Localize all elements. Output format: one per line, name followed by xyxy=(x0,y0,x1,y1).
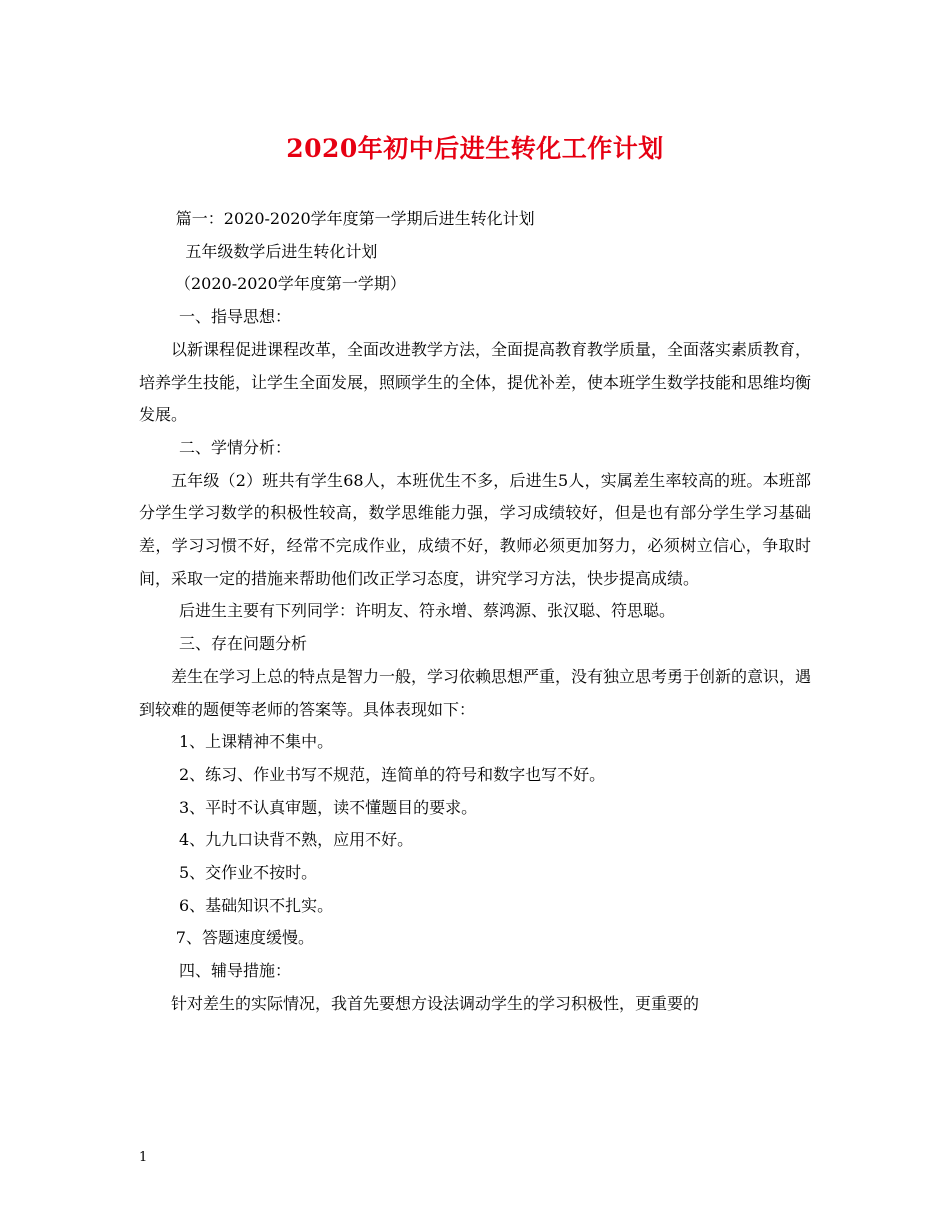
list-item: 3、平时不认真审题，读不懂题目的要求。 xyxy=(179,797,478,817)
subtitle-term: （2020-2020学年度第一学期） xyxy=(175,274,406,294)
paragraph-analysis: 五年级（2）班共有学生68人，本班优生不多，后进生5人，实属差生率较高的班。本班部分学生学习数学的积极性较高，数学思维能力强，学习成绩较好，但是也有部分学生学习基础差，学习习惯不好，经常不完成作业，成绩不好，教师必须更加努力，必须树立信心，争取时间，采取一定的措施来帮助他们改正学习态度，讲究学习方法，快步提高成绩。 xyxy=(139,470,811,588)
document-title: 2020年初中后进生转化工作计划 xyxy=(286,134,664,163)
list-item: 7、答题速度缓慢。 xyxy=(175,928,314,948)
list-item: 6、基础知识不扎实。 xyxy=(179,895,334,915)
page-number: 1 xyxy=(139,1150,148,1165)
list-item: 4、九九口诀背不熟，应用不好。 xyxy=(179,830,414,850)
student-list: 后进生主要有下列同学：许明友、符永增、蔡鸿源、张汉聪、符思聪。 xyxy=(179,601,676,621)
heading-measures: 四、辅导措施： xyxy=(179,961,292,981)
paragraph-measures: 针对差生的实际情况，我首先要想方设法调动学生的学习积极性，更重要的 xyxy=(171,993,700,1013)
paragraph-problems: 差生在学习上总的特点是智力一般，学习依赖思想严重，没有独立思考勇于创新的意识，遇到较难的题便等老师的答案等。具体表现如下： xyxy=(139,666,812,719)
heading-analysis: 二、学情分析： xyxy=(179,437,292,457)
heading-guiding-idea: 一、指导思想： xyxy=(179,307,292,327)
list-item: 2、练习、作业书写不规范，连简单的符号和数字也写不好。 xyxy=(179,764,606,784)
subtitle: 五年级数学后进生转化计划 xyxy=(185,241,378,261)
paragraph-guiding-idea: 以新课程促进课程改革，全面改进教学方法，全面提高教育教学质量，全面落实素质教育，培养学生技能，让学生全面发展，照顾学生的全体，提优补差，使本班学生数学技能和思维均衡发展。 xyxy=(139,339,812,425)
heading-problems: 三、存在问题分析 xyxy=(179,634,308,654)
list-item: 1、上课精神不集中。 xyxy=(179,732,334,752)
document-body xyxy=(139,203,811,1021)
section-heading: 篇一：2020-2020学年度第一学期后进生转化计划 xyxy=(175,209,535,228)
list-item: 5、交作业不按时。 xyxy=(179,863,318,883)
